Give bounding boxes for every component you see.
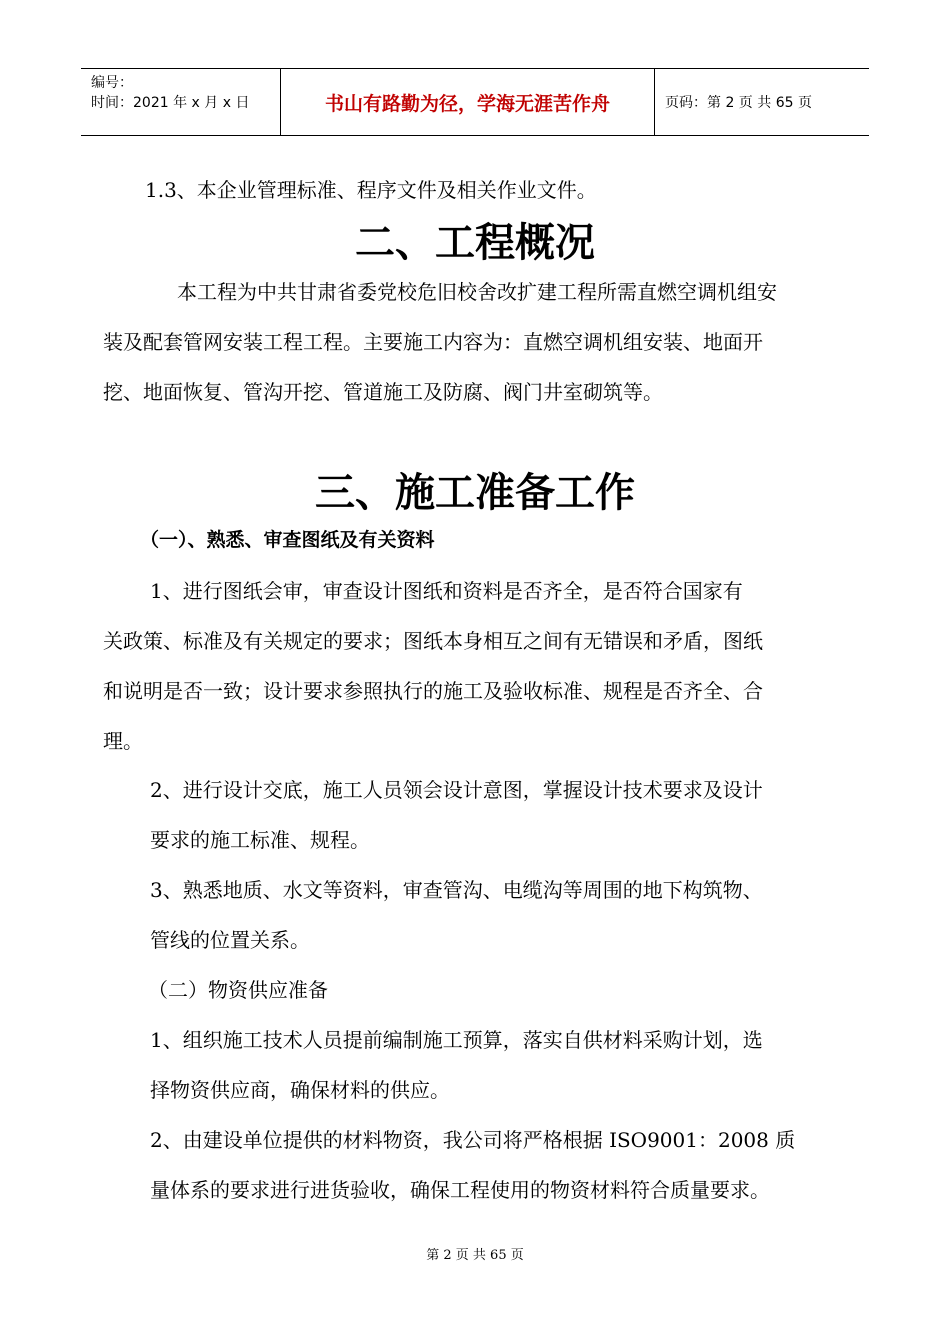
header-date-label: 时间：2021 年 x 月 x 日 [91,95,250,111]
page-footer: 第 2 页 共 65 页 [426,1248,524,1263]
sub1-item1-line: 理。 [103,729,143,753]
sub2-item2-line: 2、由建设单位提供的材料物资，我公司将严格根据 ISO9001：2008 质 [150,1128,796,1152]
sub1-item3-line: 管线的位置关系。 [150,928,310,952]
header-number-label: 编号： [91,75,133,91]
sub1-item2-line: 要求的施工标准、规程。 [150,828,370,852]
sub1-item2-line: 2、进行设计交底，施工人员领会设计意图，掌握设计技术要求及设计 [150,778,763,802]
sub1-item3-line: 3、熟悉地质、水文等资料，审查管沟、电缆沟等周围的地下构筑物、 [150,878,763,902]
section-2-para-line: 本工程为中共甘肃省委党校危旧校舍改扩建工程所需直燃空调机组安 [177,280,777,304]
header-meta [81,69,281,135]
page-header [81,68,869,136]
sub2-item1-line: 择物资供应商，确保材料的供应。 [150,1078,450,1102]
sub1-item1-line: 关政策、标准及有关规定的要求；图纸本身相互之间有无错误和矛盾，图纸 [103,629,763,653]
sub1-item1-line: 和说明是否一致；设计要求参照执行的施工及验收标准、规程是否齐全、合 [103,679,763,703]
subsection-2-heading: （二）物资供应准备 [148,978,328,1002]
subsection-1-heading: （一）、熟悉、审查图纸及有关资料 [140,529,435,551]
header-page-info: 页码：第 2 页 共 65 页 [665,95,812,111]
section-2-para-line: 挖、地面恢复、管沟开挖、管道施工及防腐、阀门井室砌筑等。 [103,380,663,404]
section-2-para-line: 装及配套管网安装工程工程。主要施工内容为：直燃空调机组安装、地面开 [103,330,763,354]
sub2-item2-line: 量体系的要求进行进货验收，确保工程使用的物资材料符合质量要求。 [150,1178,770,1202]
sub2-item1-line: 1、组织施工技术人员提前编制施工预算，落实自供材料采购计划，选 [150,1028,763,1052]
intro-line: 1.3、本企业管理标准、程序文件及相关作业文件。 [145,178,597,202]
section-3-heading: 三、施工准备工作 [315,470,635,516]
section-2-heading: 二、工程概况 [355,220,595,266]
sub1-item1-line: 1、进行图纸会审，审查设计图纸和资料是否齐全，是否符合国家有 [150,579,743,603]
header-motto: 书山有路勤为径，学海无涯苦作舟 [281,69,655,135]
